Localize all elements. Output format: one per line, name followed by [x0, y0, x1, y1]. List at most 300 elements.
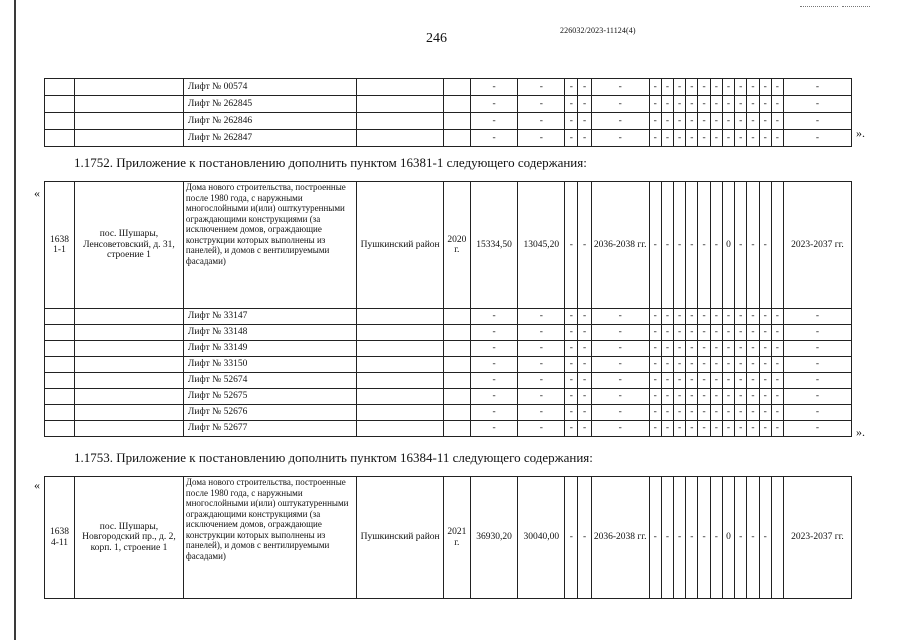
- lift-value-cell: -: [771, 96, 783, 113]
- empty-cell: [357, 96, 444, 113]
- empty-cell: [75, 341, 184, 357]
- empty-cell: [357, 113, 444, 130]
- lift-value-cell: [444, 405, 471, 421]
- lift-value-cell: -: [747, 373, 759, 389]
- lift-value-cell: -: [759, 357, 771, 373]
- lift-value-cell: -: [518, 130, 565, 147]
- lift-value-cell: -: [674, 113, 686, 130]
- empty-cell: [75, 373, 184, 389]
- lift-value-cell: -: [771, 373, 783, 389]
- lift-value-cell: -: [649, 96, 661, 113]
- lift-value-cell: -: [722, 96, 734, 113]
- empty-cell: [45, 96, 75, 113]
- lift-value-cell: -: [747, 130, 759, 147]
- lift-value-cell: -: [698, 113, 710, 130]
- lift-value-cell: -: [698, 357, 710, 373]
- empty-cell: [357, 309, 444, 325]
- lift-value-cell: -: [518, 341, 565, 357]
- flag-cell: -: [735, 182, 747, 309]
- lift-value-cell: -: [578, 405, 591, 421]
- lift-value-cell: -: [470, 389, 518, 405]
- lift-value-cell: -: [674, 130, 686, 147]
- lift-value-cell: -: [710, 113, 722, 130]
- empty-cell: [357, 373, 444, 389]
- lift-row: [45, 357, 852, 373]
- flag-cell: 0: [722, 182, 734, 309]
- flag-cell: [771, 477, 783, 599]
- lift-value-cell: -: [649, 405, 661, 421]
- scan-mark: [800, 6, 838, 7]
- lift-value-cell: -: [722, 309, 734, 325]
- lift-value-cell: -: [518, 405, 565, 421]
- lift-value-cell: -: [710, 357, 722, 373]
- empty-cell: [75, 79, 184, 96]
- building-description: Дома нового строительства, построенные после 1980 года, с наружными многослойными и(или) ошткутуренными ограждающими конструкциями (за исключением домов, ограждающие конструкции которых выполнены из панелей), и домов с вентилируемыми фасадами): [183, 182, 356, 309]
- lift-value-cell: -: [518, 421, 565, 437]
- building-description: Дома нового строительства, построенные после 1980 года, с наружными многослойными и(или) оштукатуренными ограждающими конструкциями (за исключением домов, ограждающие конструкции которых выполнены из панелей), и домов с вентилируемыми фасадами): [183, 477, 356, 599]
- empty-cell: [45, 341, 75, 357]
- value-cell: -: [578, 182, 591, 309]
- scan-mark: [842, 6, 870, 7]
- lift-value-cell: -: [661, 421, 673, 437]
- lift-number: Лифт № 262847: [183, 130, 356, 147]
- lift-value-cell: -: [591, 405, 649, 421]
- value-cell: -: [565, 477, 578, 599]
- lift-value-cell: -: [771, 341, 783, 357]
- repair-period: 2036-2038 гг.: [591, 477, 649, 599]
- flag-cell: -: [686, 477, 698, 599]
- lift-value-cell: -: [784, 309, 852, 325]
- empty-cell: [45, 79, 75, 96]
- opening-quote: «: [34, 478, 40, 492]
- lift-value-cell: [444, 357, 471, 373]
- lift-value-cell: -: [565, 130, 578, 147]
- lift-value-cell: [444, 325, 471, 341]
- lift-value-cell: -: [649, 325, 661, 341]
- lift-value-cell: -: [674, 421, 686, 437]
- closing-quote: ».: [856, 425, 865, 439]
- lift-value-cell: -: [735, 357, 747, 373]
- lift-value-cell: [444, 130, 471, 147]
- lift-value-cell: -: [735, 373, 747, 389]
- lift-value-cell: -: [649, 130, 661, 147]
- empty-cell: [75, 113, 184, 130]
- empty-cell: [45, 373, 75, 389]
- lift-row: [45, 341, 852, 357]
- lift-table-16381-1: [44, 181, 852, 437]
- flag-cell: -: [698, 182, 710, 309]
- lift-value-cell: -: [565, 421, 578, 437]
- lift-value-cell: -: [784, 421, 852, 437]
- lift-value-cell: -: [735, 325, 747, 341]
- lift-value-cell: -: [722, 130, 734, 147]
- lift-value-cell: -: [735, 113, 747, 130]
- lift-value-cell: -: [722, 325, 734, 341]
- lift-value-cell: -: [747, 79, 759, 96]
- lift-value-cell: -: [591, 341, 649, 357]
- lift-value-cell: -: [470, 79, 518, 96]
- lift-row: [45, 325, 852, 341]
- lift-value-cell: -: [578, 130, 591, 147]
- lift-value-cell: -: [784, 325, 852, 341]
- lift-value-cell: -: [470, 341, 518, 357]
- lift-value-cell: -: [710, 405, 722, 421]
- lift-value-cell: -: [771, 421, 783, 437]
- lift-value-cell: -: [649, 421, 661, 437]
- lift-value-cell: -: [565, 405, 578, 421]
- lift-value-cell: -: [686, 357, 698, 373]
- lift-row: [45, 79, 852, 96]
- lift-value-cell: -: [661, 130, 673, 147]
- lift-value-cell: -: [518, 96, 565, 113]
- lift-value-cell: -: [674, 309, 686, 325]
- lift-value-cell: -: [591, 79, 649, 96]
- lift-value-cell: -: [578, 357, 591, 373]
- lift-value-cell: -: [470, 421, 518, 437]
- lift-value-cell: -: [784, 357, 852, 373]
- lift-value-cell: -: [784, 96, 852, 113]
- lift-value-cell: -: [661, 357, 673, 373]
- lift-value-cell: -: [735, 79, 747, 96]
- lift-value-cell: -: [578, 421, 591, 437]
- empty-cell: [357, 325, 444, 341]
- build-year: 2021 г.: [444, 477, 471, 599]
- lift-value-cell: -: [591, 309, 649, 325]
- lift-value-cell: -: [759, 79, 771, 96]
- lift-number: Лифт № 00574: [183, 79, 356, 96]
- lift-value-cell: -: [565, 373, 578, 389]
- lift-value-cell: -: [698, 79, 710, 96]
- lift-value-cell: -: [470, 113, 518, 130]
- lift-value-cell: -: [759, 325, 771, 341]
- lift-value-cell: -: [674, 325, 686, 341]
- flag-cell: -: [698, 477, 710, 599]
- empty-cell: [45, 113, 75, 130]
- empty-cell: [45, 130, 75, 147]
- flag-cell: -: [747, 182, 759, 309]
- document-number: 226032/2023-11124(4): [560, 26, 636, 35]
- lift-value-cell: -: [578, 309, 591, 325]
- lift-value-cell: -: [470, 325, 518, 341]
- lift-value-cell: -: [565, 79, 578, 96]
- empty-cell: [75, 130, 184, 147]
- lift-value-cell: -: [591, 421, 649, 437]
- lift-value-cell: -: [674, 79, 686, 96]
- lift-value-cell: -: [591, 325, 649, 341]
- total-area: 36930,20: [470, 477, 518, 599]
- total-area: 15334,50: [470, 182, 518, 309]
- lift-value-cell: -: [771, 130, 783, 147]
- lift-value-cell: -: [710, 389, 722, 405]
- lift-value-cell: -: [686, 389, 698, 405]
- lift-number: Лифт № 262846: [183, 113, 356, 130]
- lift-value-cell: -: [759, 96, 771, 113]
- section-heading: 1.1753. Приложение к постановлению дополнить пунктом 16384-11 следующего содержания:: [74, 450, 593, 465]
- lift-value-cell: -: [722, 373, 734, 389]
- empty-cell: [357, 421, 444, 437]
- lift-value-cell: -: [565, 325, 578, 341]
- building-row: [45, 182, 852, 309]
- lift-value-cell: -: [722, 79, 734, 96]
- lift-value-cell: -: [747, 341, 759, 357]
- lift-value-cell: -: [661, 405, 673, 421]
- lift-value-cell: -: [470, 405, 518, 421]
- lift-value-cell: -: [578, 389, 591, 405]
- lift-value-cell: -: [578, 341, 591, 357]
- flag-cell: -: [759, 477, 771, 599]
- lift-value-cell: -: [661, 96, 673, 113]
- lift-value-cell: -: [698, 421, 710, 437]
- empty-cell: [45, 405, 75, 421]
- page-number: 246: [426, 31, 447, 46]
- flag-cell: -: [710, 477, 722, 599]
- flag-cell: -: [674, 477, 686, 599]
- item-number: 1638 4-11: [45, 477, 75, 599]
- district: Пушкинский район: [357, 182, 444, 309]
- lift-value-cell: -: [735, 96, 747, 113]
- lift-value-cell: -: [470, 96, 518, 113]
- lift-value-cell: -: [722, 357, 734, 373]
- empty-cell: [75, 96, 184, 113]
- lift-value-cell: -: [722, 113, 734, 130]
- lift-value-cell: -: [759, 421, 771, 437]
- lift-number: Лифт № 52675: [183, 389, 356, 405]
- lift-table-continuation: [44, 78, 852, 147]
- lift-value-cell: [444, 373, 471, 389]
- lift-value-cell: -: [649, 389, 661, 405]
- living-area: 30040,00: [518, 477, 565, 599]
- scan-edge-line: [14, 0, 16, 640]
- lift-value-cell: [444, 389, 471, 405]
- lift-value-cell: -: [710, 341, 722, 357]
- item-number: 1638 1-1: [45, 182, 75, 309]
- lift-value-cell: -: [747, 357, 759, 373]
- lift-value-cell: -: [686, 113, 698, 130]
- lift-value-cell: -: [710, 309, 722, 325]
- flag-cell: -: [710, 182, 722, 309]
- empty-cell: [45, 421, 75, 437]
- lift-value-cell: -: [686, 341, 698, 357]
- lift-value-cell: -: [686, 373, 698, 389]
- empty-cell: [45, 389, 75, 405]
- lift-value-cell: -: [784, 373, 852, 389]
- lift-number: Лифт № 33150: [183, 357, 356, 373]
- lift-value-cell: -: [578, 325, 591, 341]
- empty-cell: [45, 357, 75, 373]
- lift-value-cell: -: [591, 130, 649, 147]
- lift-value-cell: -: [735, 341, 747, 357]
- building-row: [45, 477, 852, 599]
- lift-table-16384-11: [44, 476, 852, 599]
- lift-value-cell: -: [698, 341, 710, 357]
- lift-value-cell: -: [698, 405, 710, 421]
- lift-value-cell: -: [661, 373, 673, 389]
- lift-value-cell: -: [784, 405, 852, 421]
- lift-value-cell: -: [661, 389, 673, 405]
- empty-cell: [75, 405, 184, 421]
- flag-cell: -: [686, 182, 698, 309]
- lift-value-cell: -: [674, 373, 686, 389]
- lift-value-cell: [444, 96, 471, 113]
- lift-value-cell: -: [661, 325, 673, 341]
- lift-value-cell: -: [518, 373, 565, 389]
- lift-value-cell: -: [710, 373, 722, 389]
- lift-value-cell: -: [710, 130, 722, 147]
- lift-value-cell: -: [565, 113, 578, 130]
- lift-value-cell: -: [771, 357, 783, 373]
- lift-value-cell: -: [747, 113, 759, 130]
- lift-value-cell: -: [698, 309, 710, 325]
- lift-value-cell: -: [771, 405, 783, 421]
- lift-value-cell: -: [674, 341, 686, 357]
- empty-cell: [45, 309, 75, 325]
- lift-value-cell: -: [759, 309, 771, 325]
- lift-value-cell: -: [747, 389, 759, 405]
- lift-value-cell: -: [674, 405, 686, 421]
- lift-row: [45, 373, 852, 389]
- lift-value-cell: [444, 341, 471, 357]
- lift-value-cell: -: [649, 341, 661, 357]
- lift-value-cell: -: [710, 421, 722, 437]
- closing-quote: ».: [856, 126, 865, 140]
- lift-value-cell: -: [698, 325, 710, 341]
- empty-cell: [75, 421, 184, 437]
- flag-cell: -: [735, 477, 747, 599]
- empty-cell: [75, 389, 184, 405]
- lift-value-cell: -: [661, 341, 673, 357]
- address: пос. Шушары, Ленсоветовский, д. 31, строение 1: [75, 182, 184, 309]
- lift-value-cell: -: [747, 421, 759, 437]
- lift-value-cell: -: [771, 309, 783, 325]
- lift-value-cell: -: [710, 325, 722, 341]
- lift-row: [45, 421, 852, 437]
- lift-value-cell: -: [518, 79, 565, 96]
- flag-cell: -: [759, 182, 771, 309]
- lift-value-cell: -: [698, 130, 710, 147]
- lift-value-cell: -: [698, 96, 710, 113]
- lift-value-cell: -: [759, 405, 771, 421]
- lift-value-cell: -: [759, 389, 771, 405]
- lift-value-cell: -: [784, 389, 852, 405]
- lift-value-cell: -: [771, 113, 783, 130]
- empty-cell: [357, 130, 444, 147]
- lift-row: [45, 389, 852, 405]
- lift-value-cell: -: [518, 325, 565, 341]
- lift-value-cell: -: [735, 309, 747, 325]
- lift-value-cell: -: [784, 130, 852, 147]
- lift-value-cell: -: [674, 357, 686, 373]
- living-area: 13045,20: [518, 182, 565, 309]
- lift-value-cell: -: [661, 309, 673, 325]
- lift-value-cell: -: [674, 96, 686, 113]
- build-year: 2020 г.: [444, 182, 471, 309]
- lift-value-cell: -: [710, 79, 722, 96]
- flag-cell: -: [661, 477, 673, 599]
- empty-cell: [357, 79, 444, 96]
- lift-value-cell: -: [686, 325, 698, 341]
- lift-value-cell: [444, 113, 471, 130]
- lift-value-cell: -: [747, 405, 759, 421]
- district: Пушкинский район: [357, 477, 444, 599]
- lift-value-cell: -: [565, 309, 578, 325]
- empty-cell: [75, 309, 184, 325]
- lift-row: [45, 405, 852, 421]
- lift-number: Лифт № 33147: [183, 309, 356, 325]
- lift-value-cell: -: [578, 96, 591, 113]
- lift-value-cell: -: [578, 79, 591, 96]
- lift-number: Лифт № 52674: [183, 373, 356, 389]
- lift-value-cell: -: [518, 113, 565, 130]
- lift-value-cell: -: [591, 373, 649, 389]
- lift-value-cell: -: [518, 357, 565, 373]
- lift-value-cell: -: [649, 113, 661, 130]
- lift-value-cell: -: [591, 389, 649, 405]
- lift-value-cell: -: [759, 113, 771, 130]
- lift-value-cell: -: [784, 79, 852, 96]
- lift-number: Лифт № 52676: [183, 405, 356, 421]
- empty-cell: [357, 357, 444, 373]
- flag-cell: -: [674, 182, 686, 309]
- lift-value-cell: -: [735, 389, 747, 405]
- opening-quote: «: [34, 186, 40, 200]
- lift-value-cell: -: [470, 373, 518, 389]
- value-cell: -: [578, 477, 591, 599]
- lift-value-cell: -: [771, 79, 783, 96]
- lift-number: Лифт № 33148: [183, 325, 356, 341]
- lift-value-cell: -: [661, 113, 673, 130]
- lift-value-cell: -: [649, 373, 661, 389]
- lift-value-cell: -: [686, 421, 698, 437]
- lift-value-cell: -: [735, 405, 747, 421]
- lift-value-cell: [444, 421, 471, 437]
- lift-value-cell: -: [686, 309, 698, 325]
- lift-value-cell: -: [686, 130, 698, 147]
- lift-value-cell: -: [674, 389, 686, 405]
- lift-value-cell: -: [578, 113, 591, 130]
- lift-value-cell: -: [470, 309, 518, 325]
- lift-value-cell: -: [649, 357, 661, 373]
- lift-value-cell: -: [518, 389, 565, 405]
- lift-value-cell: -: [747, 325, 759, 341]
- lift-value-cell: -: [565, 341, 578, 357]
- lift-value-cell: -: [518, 309, 565, 325]
- empty-cell: [75, 325, 184, 341]
- empty-cell: [75, 357, 184, 373]
- lift-value-cell: -: [771, 325, 783, 341]
- lift-value-cell: -: [649, 309, 661, 325]
- flag-cell: -: [661, 182, 673, 309]
- lift-value-cell: -: [722, 405, 734, 421]
- flag-cell: -: [649, 182, 661, 309]
- lift-value-cell: -: [710, 96, 722, 113]
- lift-value-cell: -: [698, 373, 710, 389]
- lift-row: [45, 96, 852, 113]
- lift-value-cell: -: [722, 389, 734, 405]
- lift-value-cell: [444, 79, 471, 96]
- section-heading: 1.1752. Приложение к постановлению дополнить пунктом 16381-1 следующего содержания:: [74, 155, 587, 170]
- lift-value-cell: -: [784, 341, 852, 357]
- lift-value-cell: -: [470, 357, 518, 373]
- lift-value-cell: -: [686, 96, 698, 113]
- flag-cell: -: [649, 477, 661, 599]
- lift-row: [45, 113, 852, 130]
- lift-value-cell: -: [565, 389, 578, 405]
- empty-cell: [357, 389, 444, 405]
- term-period: 2023-2037 гг.: [784, 182, 852, 309]
- lift-value-cell: -: [578, 373, 591, 389]
- empty-cell: [357, 341, 444, 357]
- lift-value-cell: -: [735, 421, 747, 437]
